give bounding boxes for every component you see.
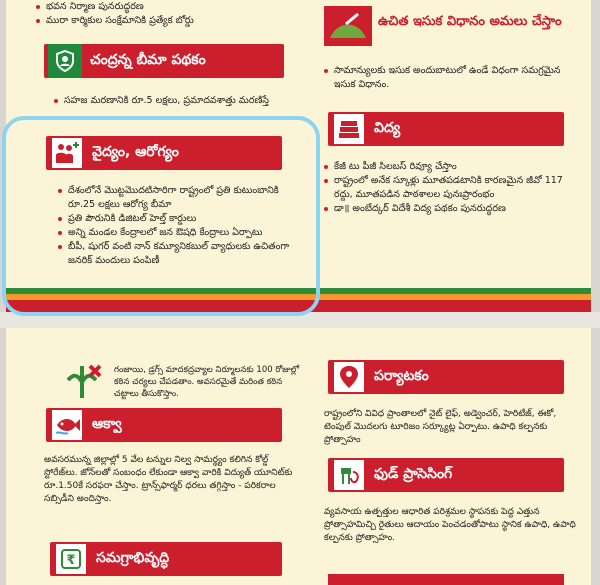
food-processing-banner [328, 458, 564, 492]
education-banner [328, 112, 564, 146]
health-banner [46, 136, 282, 170]
svg-text:₹: ₹ [66, 553, 76, 568]
growth-banner [50, 542, 282, 576]
aqua-title: ఆక్వా [92, 415, 122, 432]
map-pin-icon [332, 360, 366, 394]
tourism-banner [328, 360, 564, 394]
chandranna-bullets [54, 94, 304, 108]
intro-bullet: మురా కార్మికుల సంక్షేమానికి ప్రత్యేక బోర్డు [36, 14, 296, 28]
page-divider [0, 312, 600, 328]
chandranna-bima-title: చంద్రన్న బీమా పథకం [90, 51, 206, 68]
health-title: వైద్యం, ఆరోగ్యం [92, 143, 179, 160]
sand-text: సామాన్యులకు ఇసుక అందుబాటులో ఉండే విధంగా సమగ్రమైన ఇసుక విధానం. [324, 64, 574, 92]
manifesto-page-bottom [6, 328, 591, 585]
health-bullet: బీపీ, షుగర్ వంటి నాన్ కమ్యూనికబుల్ వ్యాధులకు ఉచితంగా జనరిక్ మందులు పంపిణీ [58, 240, 308, 268]
growth-title: సమగ్రాభివృద్ధి [96, 549, 170, 566]
drugs-text: గంజాయి, డ్రగ్స్ మాదకద్రవ్యాల నిర్మూలనకు 100 రోజుల్లో కఠిన చర్యలు చేపడతాం. అవసరమైతే మరింత కఠిన చట్టాలు తీసుకొస్తాం. [114, 365, 300, 399]
sand-pile-icon [324, 6, 372, 46]
sand-bullets [324, 64, 574, 92]
tourism-title: పర్యాటకం [374, 367, 429, 384]
food-processing-title: ఫుడ్ ప్రాసెసింగ్ [374, 465, 453, 482]
next-section-banner-edge [328, 574, 564, 585]
tourism-text: రాష్ట్రంలోని వివిధ ప్రాంతాలలో నైట్ లైఫ్, అడ్వెంచర్, హెరిటేజ్, ఈకో, టెంపుల్ మొదలగు టూరిజం సర్క్యూట్ల ఏర్పాటు. ఉపాధి కల్పనకు ప్రోత్సాహం [324, 409, 557, 445]
education-bullet: రాష్ట్రంలో అనేక స్కూళ్లు మూతపడటానికి కారణమైన జీవో 117 రద్దు, మూతపడిన పాఠశాలల పునఃప్రారంభం [324, 174, 579, 202]
shield-person-icon [48, 44, 82, 78]
health-bullet: అన్ని మండల కేంద్రాలలో జన ఔషధి కేంద్రాలు ఏర్పాటు [58, 226, 308, 240]
aqua-banner [46, 408, 282, 442]
aqua-text: అవసరమున్న జిల్లాల్లో 5 వేల టన్నుల నిల్వ సామర్థ్యం కలిగిన కోల్డ్ స్టోరేజ్‌లు. జోన్‌లతో సంబంధం లేకుండా ఆక్వా వారికి విద్యుత్ యూనిట్‌కు రూ.1.50కే సరఫరా చేస్తాం. ట్రాన్స్‌ఫార్మర్ ధరలు తగ్గిస్తాం - పరికరాల సబ్సిడీని అందిస్తాం. [44, 455, 293, 504]
intro-bullet-list [36, 0, 296, 28]
food-processing-icon [332, 458, 366, 492]
sand-title: ఉచిత ఇసుక విధానం అమలు చేస్తాం [378, 14, 562, 29]
family-health-icon [50, 136, 84, 170]
fish-icon [50, 408, 84, 442]
health-bullet: ప్రతి పౌరునికి డిజిటల్ హెల్త్ కార్డులు [58, 212, 308, 226]
health-bullet: దేశంలోనే మొట్టమొదటిసారిగా రాష్ట్రంలో ప్రతి కుటుంబానికి రూ.25 లక్షలు ఆరోగ్య బీమా [58, 184, 308, 212]
rupee-icon [54, 542, 88, 576]
manifesto-page-top [6, 0, 591, 312]
chandranna-bullet: సహజ మరణానికి రూ.5 లక్షలు, ప్రమాదవశాత్తు మరణిస్తే [54, 94, 304, 108]
education-bullet: డా॥ అంబేద్కర్ విదేశీ విద్య పథకం పునరుద్ధరణ [324, 202, 579, 216]
chandranna-bima-banner [44, 44, 284, 78]
health-bullets [58, 184, 308, 268]
education-bullet: కేజీ టు పీజీ సిలబస్‌ రివ్యూ చేస్తాం [324, 160, 579, 174]
red-stripe [6, 300, 591, 312]
books-icon [332, 112, 366, 146]
no-ganja-leaf-icon [60, 362, 104, 402]
intro-bullet: భవన నిర్మాణ పునరుద్ధరణ [36, 0, 296, 14]
education-bullets [324, 160, 579, 216]
education-title: విద్య [374, 119, 401, 136]
food-processing-text: వ్యవసాయ ఉత్పత్తుల ఆధారిత పరిశ్రమల స్థాపనకు పెద్ద ఎత్తున ప్రోత్సాహమిచ్చి రైతులు ఆదాయం పెంచడంతోపాటు స్థానిక ఉపాధి, ఉపాధి కల్పనకు ప్రోత్సాహం. [324, 507, 576, 543]
